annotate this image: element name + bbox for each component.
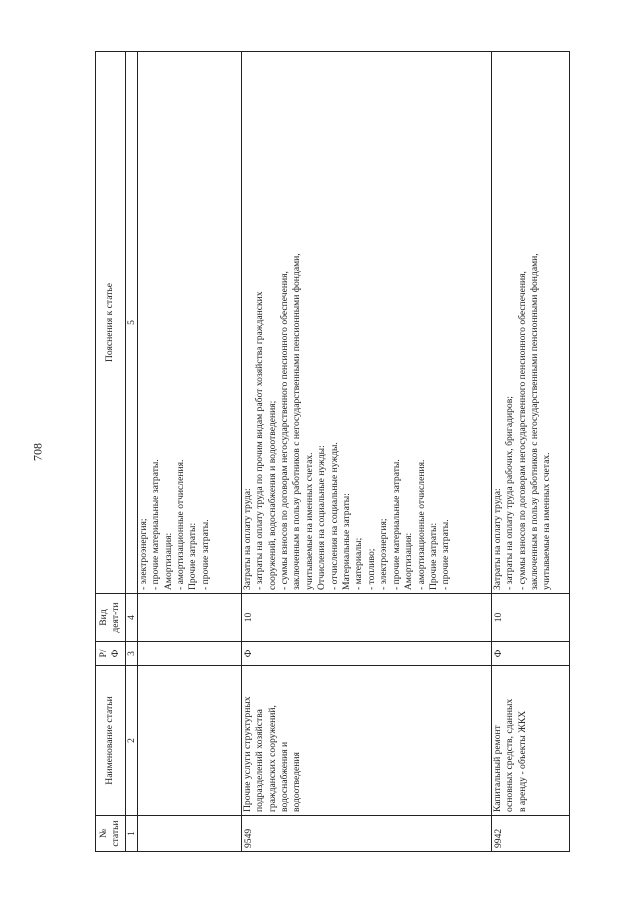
header-number-cell	[96, 816, 126, 852]
rotated-table-wrapper	[95, 52, 553, 852]
header-activity-line-1: Вид	[98, 609, 109, 626]
item-pf: Ф	[241, 642, 491, 666]
explanation-line: - отчисления на социальные нужды.	[328, 442, 340, 590]
explanation-line: - топливо;	[365, 548, 377, 590]
explanation-line: - прочие материальные затраты.	[150, 459, 162, 590]
header-item-name: Наименование статьи	[96, 666, 126, 816]
column-number: 4	[125, 594, 137, 642]
item-pf	[137, 642, 241, 666]
item-name-line: водоотведения	[291, 752, 303, 812]
item-explanation	[491, 52, 569, 594]
item-code	[137, 816, 241, 852]
table-row	[137, 52, 241, 852]
header-explanation: Пояснения к статье	[96, 52, 126, 594]
item-explanation	[241, 52, 491, 594]
item-name-line: основных средств, сданных	[504, 698, 516, 812]
explanation-line: Амортизация:	[403, 532, 415, 590]
explanation-line: - затраты на оплату труда рабочих, бригадиров;	[504, 396, 516, 590]
header-number-line-2: статьи	[110, 820, 122, 847]
header-number-line-1: №	[98, 828, 109, 839]
item-name-line: Прочие услуги структурных	[241, 696, 253, 812]
explanation-line: Прочие затраты:	[427, 522, 439, 590]
item-code: 9942	[491, 816, 569, 852]
explanation-line: - амортизационные отчисления.	[175, 459, 187, 590]
header-pf-cell	[96, 642, 126, 666]
explanation-line: - затраты на оплату труда по прочим видам работ хозяйства гражданских	[254, 291, 266, 590]
explanation-line: учитываемые на именных счетах.	[541, 452, 553, 590]
header-activity-cell	[96, 594, 126, 642]
header-pf-line-2: Ф	[110, 649, 122, 658]
item-name	[491, 666, 569, 816]
item-name-line: подразделений хозяйства	[254, 709, 266, 812]
explanation-line: Отчисления на социальные нужды:	[316, 445, 328, 590]
explanation-line: - электроэнергия;	[137, 518, 149, 590]
cost-items-table	[95, 51, 570, 852]
explanation-line: учитываемые на именных счетах.	[303, 452, 315, 590]
item-name	[137, 666, 241, 816]
page-number: 708	[30, 443, 45, 461]
item-name-line: Капитальный ремонт	[491, 725, 503, 812]
item-activity-type: 10	[241, 594, 491, 642]
explanation-line: Прочие затраты:	[187, 522, 199, 590]
explanation-line: - амортизационные отчисления.	[415, 459, 427, 590]
explanation-line: Материальные затраты:	[341, 493, 353, 590]
table-row	[491, 52, 569, 852]
item-explanation	[137, 52, 241, 594]
column-number: 1	[125, 816, 137, 852]
column-number-row	[125, 52, 137, 852]
explanation-line: - электроэнергия;	[378, 518, 390, 590]
explanation-line: - суммы взносов по договорам негосударственного пенсионного обеспечения,	[279, 271, 291, 590]
explanation-line: сооружений, водоснабжения и водоотведения;	[266, 400, 278, 590]
explanation-line: заключенным в пользу работников с негосударственными пенсионными фондами,	[529, 253, 541, 590]
item-pf: Ф	[491, 642, 569, 666]
column-number: 2	[125, 666, 137, 816]
column-number: 5	[125, 52, 137, 594]
explanation-line: - прочие затраты.	[440, 519, 452, 590]
explanation-line: заключенным в пользу работников с негосударственными пенсионными фондами,	[291, 253, 303, 590]
column-number: 3	[125, 642, 137, 666]
table-row	[241, 52, 491, 852]
item-name-line: в аренду - объекты ЖКХ	[516, 710, 528, 812]
header-pf-line-1: Р/	[98, 649, 109, 658]
item-name	[241, 666, 491, 816]
explanation-line: - прочие затраты.	[199, 519, 211, 590]
explanation-line: - материалы;	[353, 537, 365, 590]
explanation-line: - суммы взносов по договорам негосударственного пенсионного обеспечения,	[516, 271, 528, 590]
header-row	[96, 52, 126, 852]
item-code: 9549	[241, 816, 491, 852]
explanation-line: - прочие материальные затраты.	[390, 459, 402, 590]
item-activity-type: 10	[491, 594, 569, 642]
explanation-line: Амортизация:	[162, 532, 174, 590]
item-name-line: гражданских сооружений,	[266, 705, 278, 812]
header-activity-line-2: деят-ти	[110, 602, 122, 633]
explanation-line: Затраты на оплату труда:	[491, 488, 503, 590]
item-name-line: водоснабжения и	[279, 741, 291, 812]
item-activity-type	[137, 594, 241, 642]
explanation-line: Затраты на оплату труда:	[241, 488, 253, 590]
